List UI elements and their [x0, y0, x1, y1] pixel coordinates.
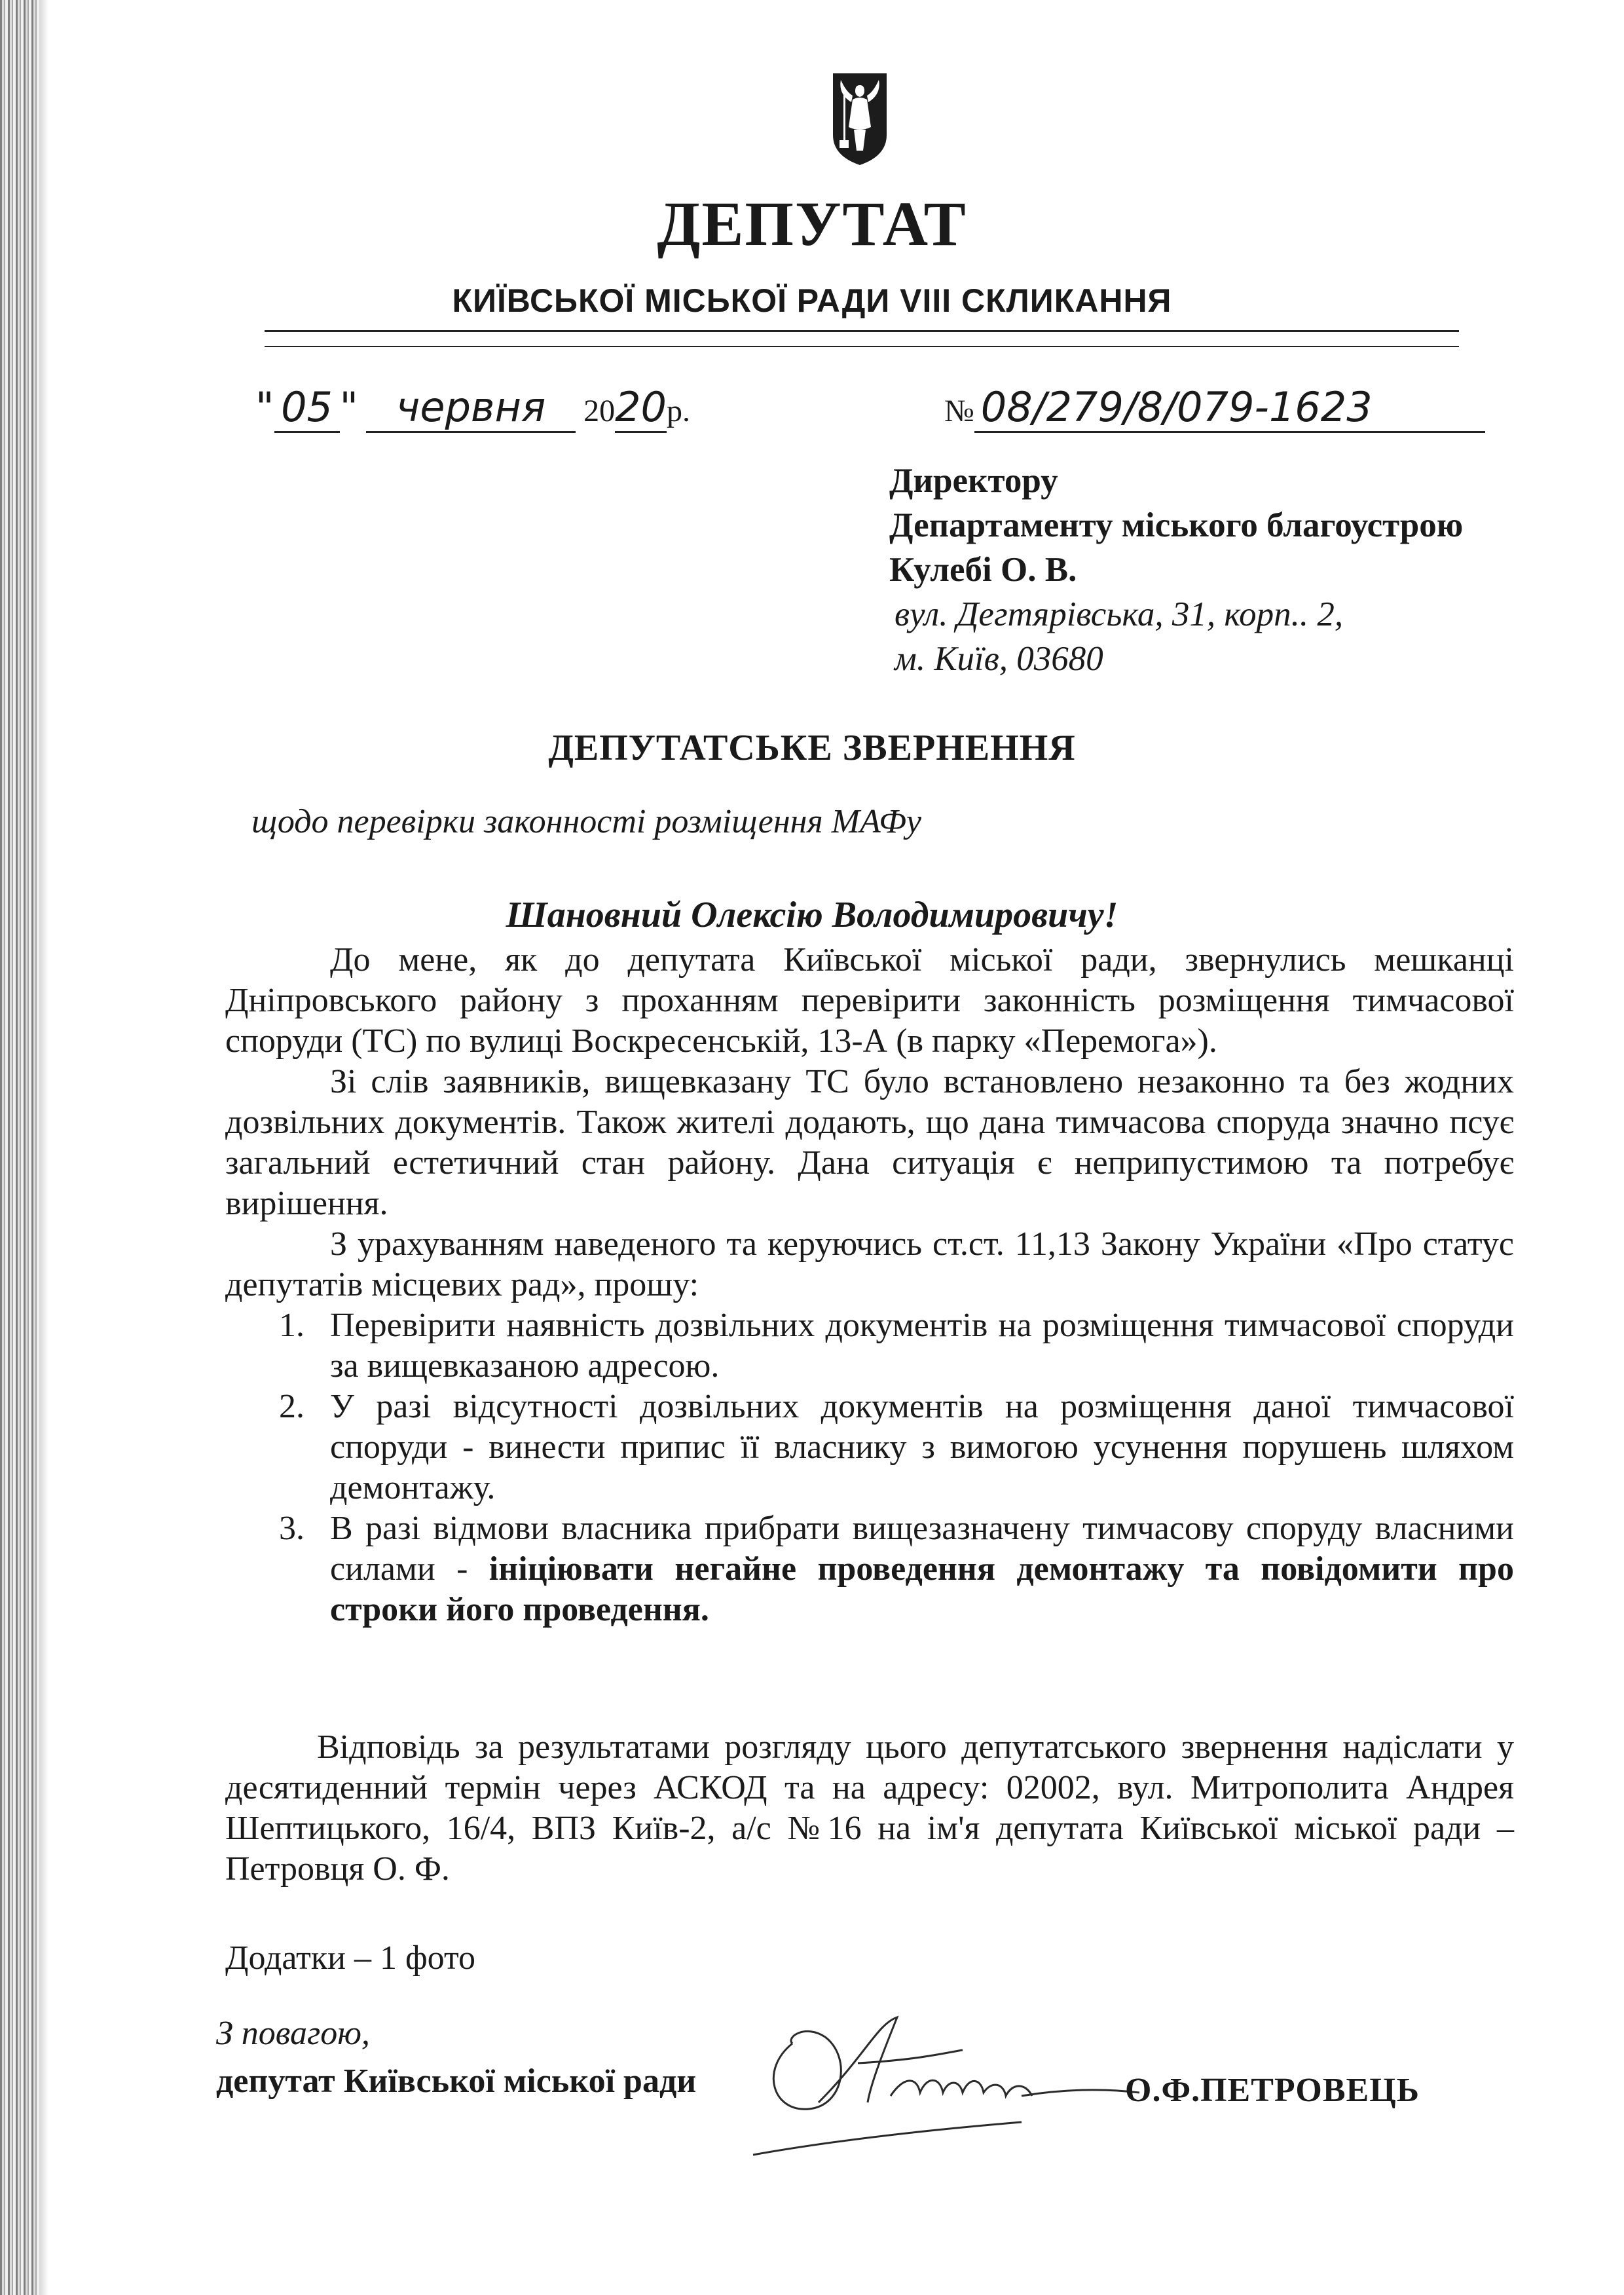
number-value: 08/279/8/079-1623 [974, 383, 1485, 433]
request-item-3-number: 3. [279, 1510, 304, 1547]
reply-paragraph: Відповідь за результатами розгляду цього депутатського звернення надіслати у десятиденний термін через АСКОД та на адресу: 02002, вул. Митрополита Андрея Шептицького, 16/4, ВПЗ Київ-2, а/с №16 на ім'я депутата Київської міської ради – Петровця О. Ф. [225, 1728, 1514, 1888]
reply-instructions [225, 1727, 1514, 1890]
recipient-position: Директору [889, 462, 1058, 500]
document-subject: щодо перевірки законності розміщення МАФу [251, 803, 921, 840]
body-paragraph-2: Зі слів заявників, вищевказану ТС було встановлено незаконно та без жодних дозвільних документів. Також жителі додають, що дана тимчасова споруда значно псує загальний естетичний стан району. Дана ситуація є неприпустимою та потребує вирішення. [225, 1063, 1514, 1222]
closing-regards: З повагою, [216, 2015, 370, 2052]
body-paragraph-1: До мене, як до депутата Київської міської ради, звернулись мешканці Дніпровського району з проханням перевірити законність розміщення тимчасової споруди (ТС) по вулиці Воскресенській, 13-А (в парку «Перемога»). [225, 941, 1514, 1060]
document-body [225, 940, 1514, 1630]
handwritten-signature-icon [747, 1998, 1153, 2168]
date-quote-close: " [339, 383, 359, 431]
date-year-unit: р. [666, 394, 690, 428]
salutation: Шановний Олексію Володимировичу! [506, 895, 1118, 935]
request-item-1 [225, 1305, 1514, 1387]
request-item-1-text: Перевірити наявність дозвільних документів на розміщення тимчасової споруди за вищевказаною адресою. [330, 1307, 1514, 1385]
kyiv-coat-of-arms-icon [830, 69, 889, 168]
number-label: № [944, 394, 974, 428]
date-month: червня [366, 383, 576, 433]
recipient-department: Департаменту міського благоустрою [889, 506, 1464, 544]
request-item-1-number: 1. [279, 1307, 304, 1344]
recipient-address-street: вул. Дегтярівська, 31, корп.. 2, [895, 595, 1344, 633]
request-item-2 [225, 1387, 1514, 1508]
date-quote-open: " [255, 383, 274, 431]
header-subtitle: КИЇВСЬКОЇ МІСЬКОЇ РАДИ VIII СКЛИКАННЯ [452, 282, 1172, 319]
request-list [225, 1305, 1514, 1630]
recipient-address-city: м. Київ, 03680 [895, 640, 1103, 678]
request-item-3-bold-text: ініціювати негайне проведення демонтажу та повідомити про строки його проведення. [330, 1550, 1514, 1628]
document-number [944, 383, 1485, 433]
date-year-suffix: 20 [615, 383, 667, 433]
recipient-name: Кулебі О. В. [889, 551, 1077, 589]
date-day: 05 [274, 383, 340, 433]
request-item-3 [225, 1508, 1514, 1630]
request-item-2-text: У разі відсутності дозвільних документів на розміщення даної тимчасової споруди - винести припис її власнику з вимогою усунення порушень шляхом демонтажу. [330, 1388, 1514, 1506]
signer-position: депутат Київської міської ради [216, 2062, 697, 2100]
header-divider-top [265, 330, 1459, 332]
request-item-3-text: В разі відмови власника прибрати вищезазначену тимчасову споруду власними силами - [330, 1510, 1514, 1588]
signer-name: О.Ф.ПЕТРОВЕЦЬ [1125, 2072, 1420, 2109]
date-year-prefix: 20 [583, 394, 616, 428]
document-date [255, 383, 690, 433]
header-divider-bottom [265, 346, 1459, 347]
header-title: ДЕПУТАТ [657, 189, 967, 259]
document-title: ДЕПУТАТСЬКЕ ЗВЕРНЕННЯ [548, 728, 1076, 768]
recipient-block [889, 458, 1463, 681]
scan-edge-artifact [0, 0, 39, 2295]
body-paragraph-3: З урахуванням наведеного та керуючись ст.ст. 11,13 Закону України «Про статус депутатів місцевих рад», прошу: [225, 1225, 1514, 1303]
request-item-2-number: 2. [279, 1388, 304, 1425]
attachments: Додатки – 1 фото [225, 1939, 476, 1977]
